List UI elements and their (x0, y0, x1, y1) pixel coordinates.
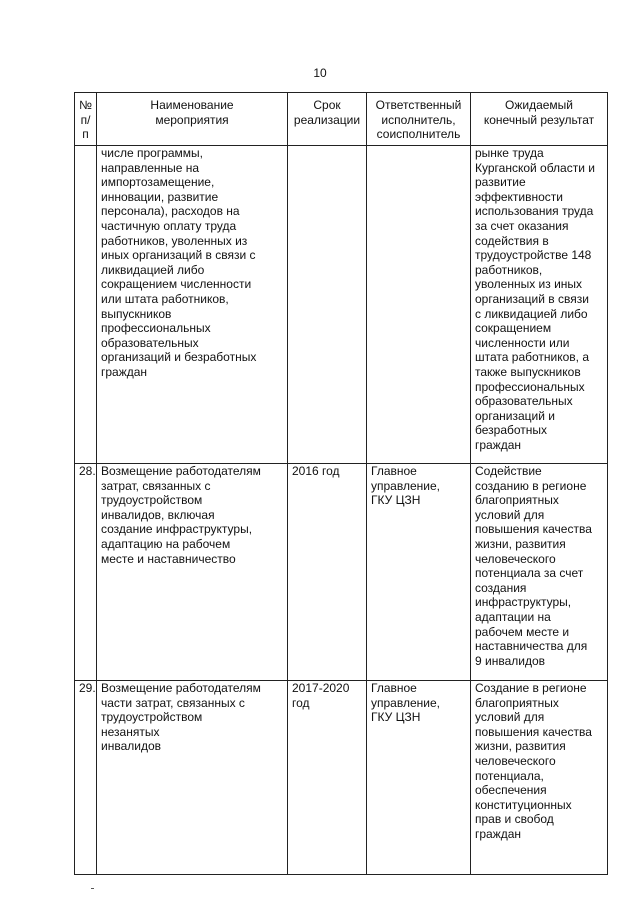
term-cell: 2016 год (288, 464, 367, 681)
table-row (75, 464, 608, 681)
measure-name-cell: числе программы, направленные на импортозамещение, инновации, развитие персонала), расходов на частичную оплату труда работников, уволенных из иных организаций в связи с ликвидацией либо сокращением численности или штата работников, выпускников профессиональных образовательных организаций и безработных граждан (97, 146, 288, 464)
measure-name-cell: Возмещение работодателям части затрат, связанных с трудоустройством незанятых инвалидов (97, 681, 288, 875)
responsible-cell: Главное управление, ГКУ ЦЗН (367, 681, 471, 875)
responsible-cell: Главное управление, ГКУ ЦЗН (367, 464, 471, 681)
row-number-cell: 29. (75, 681, 97, 875)
result-cell: Создание в регионе благоприятных условий для повышения качества жизни, развития человеческого потенциала, обеспечения конституционных прав и свобод граждан (471, 681, 608, 875)
term-cell (288, 146, 367, 464)
page-number: 10 (313, 66, 327, 80)
header-term: Срок реализации (288, 93, 367, 146)
header-num: № п/п (75, 93, 97, 146)
measures-table (74, 92, 608, 875)
term-cell: 2017-2020 год (288, 681, 367, 875)
responsible-cell (367, 146, 471, 464)
table-header-row (75, 93, 608, 146)
measure-name-cell: Возмещение работодателям затрат, связанных с трудоустройством инвалидов, включая создание инфраструктуры, адаптацию на рабочем месте и наставничество (97, 464, 288, 681)
table-row (75, 146, 608, 464)
header-name: Наименование мероприятия (97, 93, 288, 146)
scan-mark (91, 888, 94, 889)
table-row (75, 681, 608, 875)
row-number-cell: 28. (75, 464, 97, 681)
header-result: Ожидаемый конечный результат (471, 93, 608, 146)
result-cell: рынке труда Курганской области и развитие эффективности использования труда за счет оказания содействия в трудоустройстве 148 работников, уволенных из иных организаций в связи с ликвидацией либо сокращением численности или штата работников, а также выпускников профессиональных образовательных организаций и безработных граждан (471, 146, 608, 464)
result-cell: Содействие созданию в регионе благоприятных условий для повышения качества жизни, развития человеческого потенциала за счет создания инфраструктуры, адаптации на рабочем месте и наставничества для 9 инвалидов (471, 464, 608, 681)
header-responsible: Ответственный исполнитель, соисполнитель (367, 93, 471, 146)
row-number-cell (75, 146, 97, 464)
